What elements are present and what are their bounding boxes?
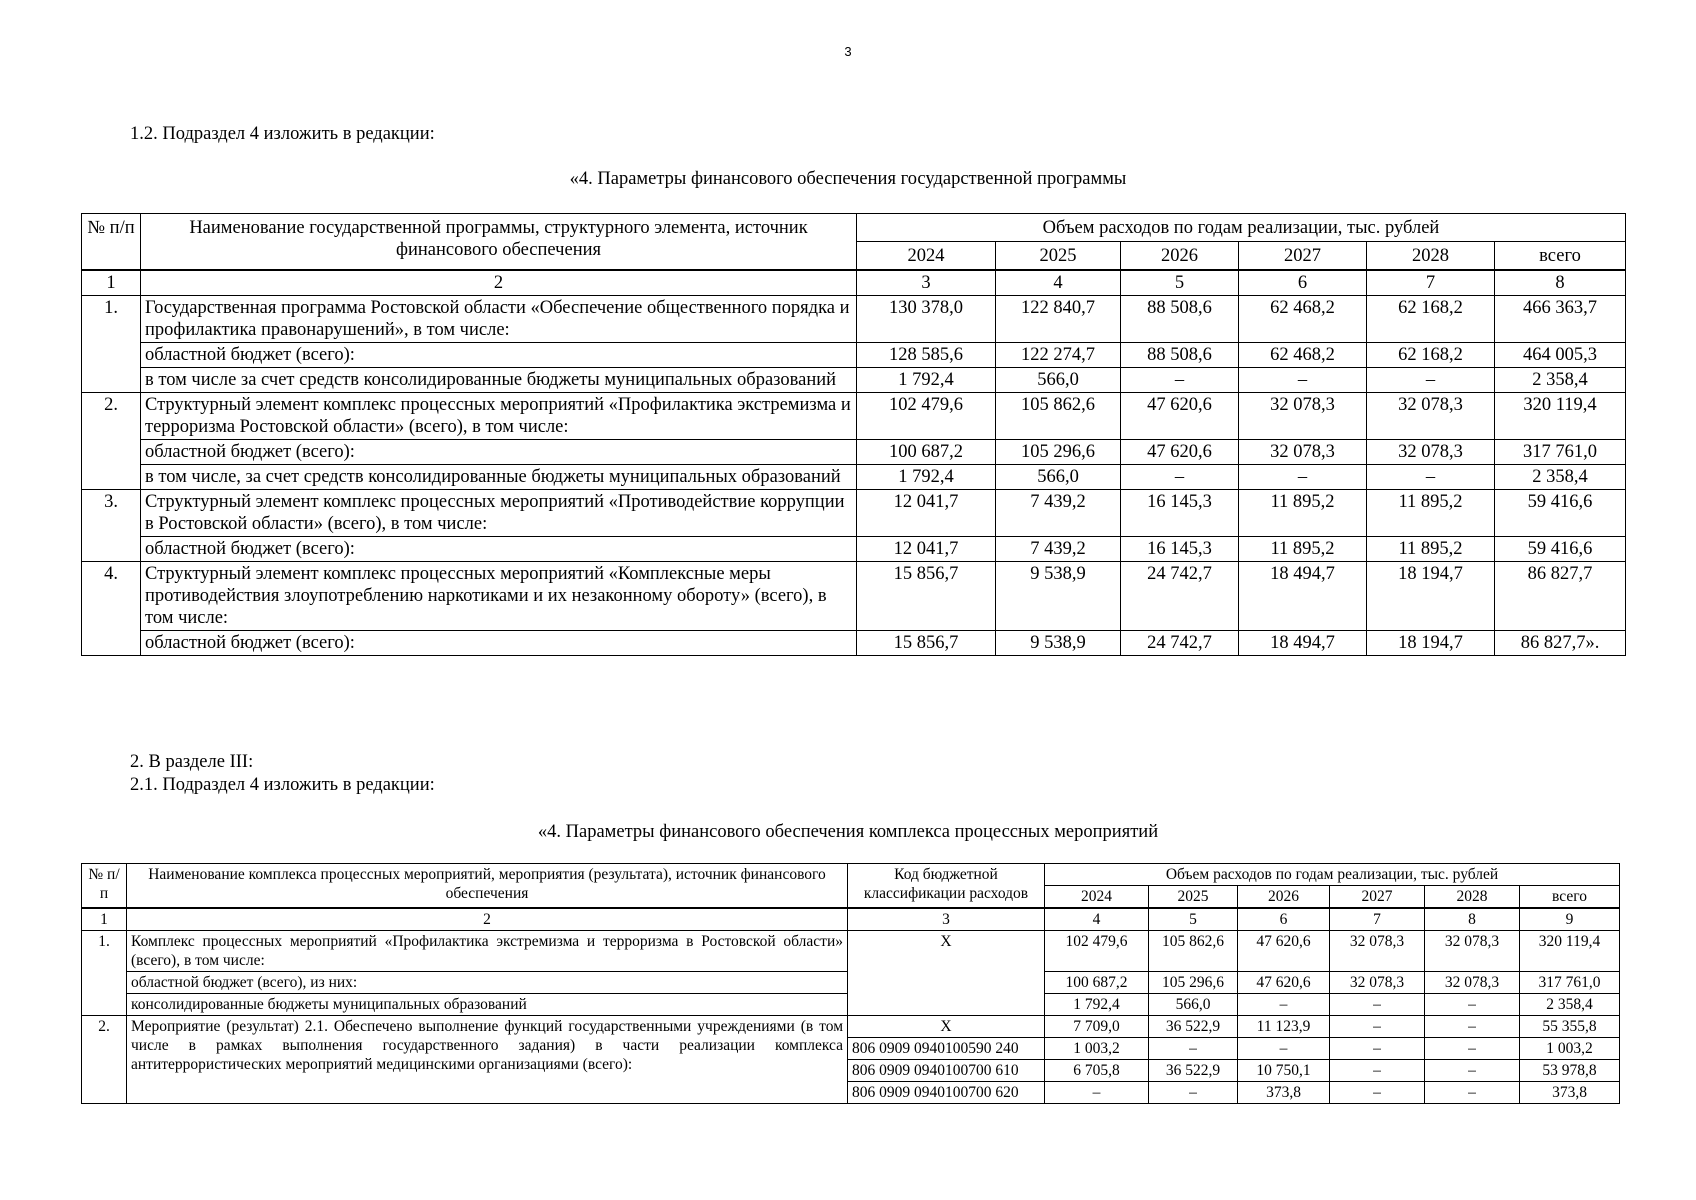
value-cell: 59 416,6 [1495,537,1626,562]
value-cell: 105 862,6 [1149,931,1238,972]
value-cell: 32 078,3 [1239,393,1367,440]
table-row [82,1016,1620,1038]
value-cell: 1 003,2 [1520,1038,1620,1060]
row-name: Мероприятие (результат) 2.1. Обеспечено выполнение функций государственными учреждениями (в том числе в рамках выполнения государственного задания) в части реализации комплекса антитеррористических мероприятий медицинскими организациями (всего): [127,1016,848,1104]
value-cell: 36 522,9 [1149,1016,1238,1038]
row-name: консолидированные бюджеты муниципальных образований [127,994,848,1016]
value-cell: – [1149,1082,1238,1104]
value-cell: 11 895,2 [1239,490,1367,537]
column-number: 7 [1330,908,1425,931]
row-name: областной бюджет (всего): [141,440,857,465]
row-name: в том числе, за счет средств консолидированные бюджеты муниципальных образований [141,465,857,490]
value-cell: 566,0 [996,465,1121,490]
value-cell: 62 468,2 [1239,296,1367,343]
table-row [82,631,1626,656]
value-cell: 32 078,3 [1239,440,1367,465]
value-cell: 128 585,6 [857,343,996,368]
value-cell: 15 856,7 [857,631,996,656]
header-year: 2024 [857,242,996,271]
row-num: 1. [82,296,141,393]
value-cell: 102 479,6 [1045,931,1149,972]
value-cell: – [1239,465,1367,490]
value-cell: 32 078,3 [1330,972,1425,994]
header-year: 2027 [1239,242,1367,271]
table-row [82,931,1620,972]
value-cell: 7 439,2 [996,537,1121,562]
value-cell: 9 538,9 [996,631,1121,656]
row-num: 4. [82,562,141,656]
value-cell: 16 145,3 [1121,537,1239,562]
value-cell: 62 468,2 [1239,343,1367,368]
value-cell: 100 687,2 [1045,972,1149,994]
row-name: Структурный элемент комплекс процессных мероприятий «Профилактика экстремизма и терроризма Ростовской области» (всего), в том числе: [141,393,857,440]
row-name: Структурный элемент комплекс процессных мероприятий «Противодействие коррупции в Ростовской области» (всего), в том числе: [141,490,857,537]
value-cell: 47 620,6 [1238,931,1330,972]
row-name: областной бюджет (всего): [141,343,857,368]
value-cell: 373,8 [1520,1082,1620,1104]
row-num: 2. [82,393,141,490]
column-number: 6 [1239,270,1367,296]
row-name: в том числе за счет средств консолидированные бюджеты муниципальных образований [141,368,857,393]
value-cell: 317 761,0 [1520,972,1620,994]
value-cell: 320 119,4 [1520,931,1620,972]
value-cell: – [1121,465,1239,490]
value-cell: 59 416,6 [1495,490,1626,537]
budget-code: 806 0909 0940100590 240 [848,1038,1045,1060]
table-row [82,368,1626,393]
value-cell: 1 003,2 [1045,1038,1149,1060]
value-cell: 18 194,7 [1367,631,1495,656]
row-name: Структурный элемент комплекс процессных мероприятий «Комплексные меры противодействия злоупотреблению наркотиками и их незаконному обороту» (всего), в том числе: [141,562,857,631]
header-year: 2028 [1425,886,1520,909]
header-year: 2028 [1367,242,1495,271]
value-cell: 320 119,4 [1495,393,1626,440]
value-cell: 10 750,1 [1238,1060,1330,1082]
value-cell: 11 123,9 [1238,1016,1330,1038]
column-number: 3 [857,270,996,296]
column-number: 8 [1425,908,1520,931]
column-number: 3 [848,908,1045,931]
value-cell: – [1425,994,1520,1016]
value-cell: 102 479,6 [857,393,996,440]
value-cell: 7 709,0 [1045,1016,1149,1038]
value-cell: 18 494,7 [1239,562,1367,631]
table2-title: «4. Параметры финансового обеспечения комплекса процессных мероприятий [537,822,1159,842]
value-cell: 566,0 [996,368,1121,393]
value-cell: 24 742,7 [1121,631,1239,656]
row-num: 2. [82,1016,127,1104]
column-number: 6 [1238,908,1330,931]
value-cell: 2 358,4 [1495,368,1626,393]
budget-code: 806 0909 0940100700 610 [848,1060,1045,1082]
header-year: 2027 [1330,886,1425,909]
value-cell: 32 078,3 [1367,393,1495,440]
value-cell: – [1330,1082,1425,1104]
value-cell: 1 792,4 [857,465,996,490]
value-cell: 32 078,3 [1425,972,1520,994]
table-row [82,465,1626,490]
value-cell: 12 041,7 [857,537,996,562]
table-row [82,296,1626,343]
program-finance-table [81,213,1626,656]
value-cell: – [1425,1016,1520,1038]
paragraph-2-1: 2.1. Подраздел 4 изложить в редакции: [130,775,435,795]
paragraph-1-2: 1.2. Подраздел 4 изложить в редакции: [130,124,435,144]
column-number: 5 [1149,908,1238,931]
value-cell: 62 168,2 [1367,296,1495,343]
value-cell: 32 078,3 [1367,440,1495,465]
value-cell: – [1425,1038,1520,1060]
row-name: областной бюджет (всего): [141,631,857,656]
value-cell: – [1239,368,1367,393]
value-cell: 16 145,3 [1121,490,1239,537]
value-cell: – [1238,1038,1330,1060]
value-cell: – [1330,1016,1425,1038]
table-row [82,537,1626,562]
row-num: 3. [82,490,141,562]
paragraph-2: 2. В разделе III: [130,752,254,772]
header-num: № п/п [82,864,127,909]
value-cell: – [1330,1060,1425,1082]
value-cell: 130 378,0 [857,296,996,343]
header-code: Код бюджетной классификации расходов [848,864,1045,909]
value-cell: – [1425,1082,1520,1104]
value-cell: 15 856,7 [857,562,996,631]
column-number-row [82,270,1626,296]
value-cell: 317 761,0 [1495,440,1626,465]
header-name: Наименование государственной программы, структурного элемента, источник финансового обеспечения [141,214,857,271]
column-number: 1 [82,908,127,931]
value-cell: 88 508,6 [1121,296,1239,343]
value-cell: – [1330,1038,1425,1060]
header-volume: Объем расходов по годам реализации, тыс. рублей [857,214,1626,242]
value-cell: 9 538,9 [996,562,1121,631]
value-cell: – [1425,1060,1520,1082]
value-cell: 53 978,8 [1520,1060,1620,1082]
value-cell: 55 355,8 [1520,1016,1620,1038]
value-cell: 466 363,7 [1495,296,1626,343]
value-cell: – [1367,368,1495,393]
table1-title: «4. Параметры финансового обеспечения государственной программы [569,169,1127,189]
table-row [82,562,1626,631]
column-number: 7 [1367,270,1495,296]
value-cell: 1 792,4 [1045,994,1149,1016]
value-cell: 566,0 [1149,994,1238,1016]
value-cell: – [1330,994,1425,1016]
value-cell: 105 862,6 [996,393,1121,440]
value-cell: 11 895,2 [1239,537,1367,562]
value-cell: 47 620,6 [1238,972,1330,994]
value-cell: 18 194,7 [1367,562,1495,631]
column-number: 4 [1045,908,1149,931]
column-number: 5 [1121,270,1239,296]
value-cell: 122 274,7 [996,343,1121,368]
value-cell: 11 895,2 [1367,490,1495,537]
value-cell: – [1238,994,1330,1016]
header-name: Наименование комплекса процессных мероприятий, мероприятия (результата), источник финансового обеспечения [127,864,848,909]
value-cell: 2 358,4 [1495,465,1626,490]
table-row [82,440,1626,465]
value-cell: 122 840,7 [996,296,1121,343]
value-cell: – [1121,368,1239,393]
column-number: 9 [1520,908,1620,931]
header-year: 2025 [996,242,1121,271]
value-cell: 36 522,9 [1149,1060,1238,1082]
value-cell: 373,8 [1238,1082,1330,1104]
complex-finance-table [81,863,1620,1104]
value-cell: 105 296,6 [996,440,1121,465]
column-number-row [82,908,1620,931]
row-name: областной бюджет (всего): [141,537,857,562]
header-volume: Объем расходов по годам реализации, тыс. рублей [1045,864,1620,886]
column-number: 8 [1495,270,1626,296]
value-cell: 7 439,2 [996,490,1121,537]
value-cell: 32 078,3 [1425,931,1520,972]
column-number: 4 [996,270,1121,296]
value-cell: 86 827,7 [1495,562,1626,631]
budget-code: 806 0909 0940100700 620 [848,1082,1045,1104]
value-cell: 464 005,3 [1495,343,1626,368]
value-cell: 47 620,6 [1121,440,1239,465]
row-name: Государственная программа Ростовской области «Обеспечение общественного порядка и профилактика правонарушений», в том числе: [141,296,857,343]
page-number: 3 [844,44,852,59]
value-cell: 1 792,4 [857,368,996,393]
table-row [82,343,1626,368]
table-row [82,393,1626,440]
header-year: 2026 [1238,886,1330,909]
row-num: 1. [82,931,127,1016]
column-number: 2 [141,270,857,296]
budget-code: Х [848,931,1045,1016]
value-cell: 2 358,4 [1520,994,1620,1016]
value-cell: 11 895,2 [1367,537,1495,562]
value-cell: 88 508,6 [1121,343,1239,368]
value-cell: 18 494,7 [1239,631,1367,656]
value-cell: – [1045,1082,1149,1104]
value-cell: 100 687,2 [857,440,996,465]
table-row [82,490,1626,537]
row-name: Комплекс процессных мероприятий «Профилактика экстремизма и терроризма в Ростовской области» (всего), в том числе: [127,931,848,972]
value-cell: 12 041,7 [857,490,996,537]
value-cell: 24 742,7 [1121,562,1239,631]
header-num: № п/п [82,214,141,271]
header-year: 2025 [1149,886,1238,909]
value-cell: – [1367,465,1495,490]
header-total: всего [1495,242,1626,271]
column-number: 1 [82,270,141,296]
value-cell: 86 827,7». [1495,631,1626,656]
value-cell: 105 296,6 [1149,972,1238,994]
budget-code: Х [848,1016,1045,1038]
column-number: 2 [127,908,848,931]
value-cell: – [1149,1038,1238,1060]
row-name: областной бюджет (всего), из них: [127,972,848,994]
header-year: 2026 [1121,242,1239,271]
value-cell: 6 705,8 [1045,1060,1149,1082]
value-cell: 47 620,6 [1121,393,1239,440]
header-year: 2024 [1045,886,1149,909]
value-cell: 62 168,2 [1367,343,1495,368]
header-total: всего [1520,886,1620,909]
value-cell: 32 078,3 [1330,931,1425,972]
